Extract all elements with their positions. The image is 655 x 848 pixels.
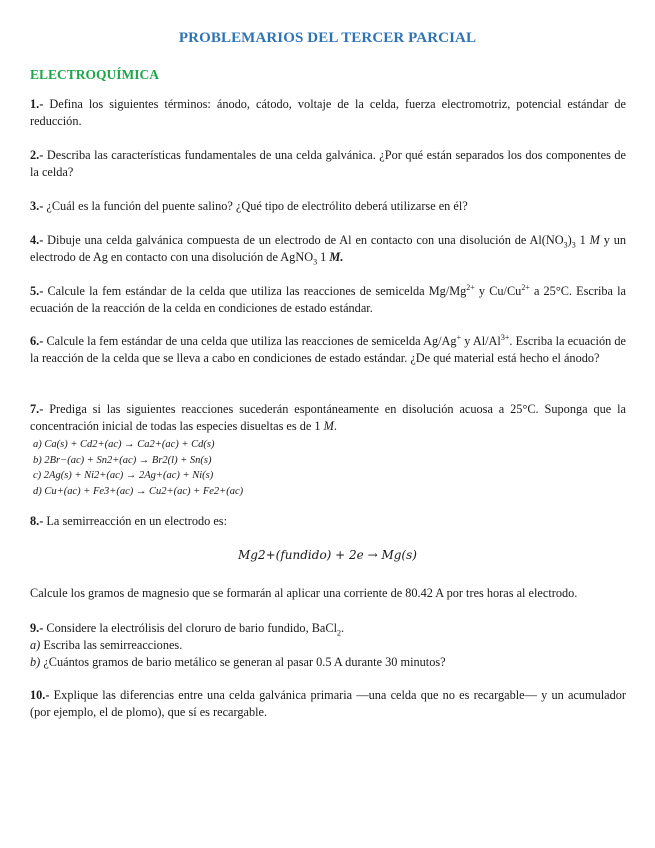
- question-text: ¿Cuál es la función del puente salino? ¿Qué tipo de electrólito deberá utilizarse en él?: [43, 199, 468, 213]
- reaction-a: a) Ca(s) + Cd2+(ac) → Ca2+(ac) + Cd(s): [33, 439, 215, 450]
- question-text: a 25°C. Escriba la ecuación de la reacción de la celda en condiciones de estado estándar.: [30, 284, 626, 315]
- question-2: [30, 147, 626, 181]
- reaction-b: b) 2Br−(ac) + Sn2+(ac) → Br2(l) + Sn(s): [33, 454, 212, 466]
- superscript: 2+: [521, 282, 530, 292]
- question-number: 6.-: [30, 334, 44, 348]
- question-text: .: [341, 621, 345, 635]
- item-label: b): [30, 655, 41, 669]
- question-text: Prediga si las siguientes reacciones sucederán espontáneamente en disolución acuosa a 25°C. Suponga que la concentración inicial de todas las especies disueltas es de 1: [30, 402, 626, 433]
- question-8: [30, 513, 626, 530]
- reaction-d: d) Cu+(ac) + Fe3+(ac) → Cu2+(ac) + Fe2+(ac): [33, 485, 244, 497]
- question-text: y Cu/Cu: [474, 284, 522, 298]
- page-title: PROBLEMARIOS DEL TERCER PARCIAL: [178, 30, 477, 46]
- subscript: 2: [337, 628, 342, 638]
- question-number: 8.-: [30, 514, 44, 528]
- question-text: 1: [317, 250, 330, 264]
- subscript: 3: [563, 240, 568, 250]
- question-5: [30, 283, 626, 317]
- question-number: 9.-: [30, 621, 44, 635]
- question-8-calc: Calcule los gramos de magnesio que se formarán al aplicar una corriente de 80.42 A por tres horas al electrodo.: [30, 586, 578, 600]
- question-text: Defina los siguientes términos: ánodo, cátodo, voltaje de la celda, fuerza electromotriz, potencial estándar de reducción.: [30, 97, 626, 128]
- subscript: 3: [313, 257, 318, 267]
- molarity-unit: M.: [329, 250, 344, 264]
- question-text: Describa las características fundamentales de una celda galvánica. ¿Por qué están separados los dos componentes de la celda?: [30, 148, 626, 179]
- question-text: Calcule la fem estándar de la celda que utiliza las reacciones de semicelda Mg/Mg: [43, 284, 467, 298]
- question-1: [30, 96, 626, 130]
- molarity-unit: M: [323, 419, 334, 433]
- reaction-list: [33, 437, 243, 499]
- question-text: ): [567, 233, 572, 247]
- question-text: y un electrodo de Ag en contacto con una disolución de AgNO: [30, 233, 627, 264]
- question-7: [30, 401, 626, 435]
- superscript: +: [456, 332, 462, 342]
- question-number: 10.-: [30, 688, 50, 702]
- question-4: [30, 232, 626, 266]
- question-number: 4.-: [30, 233, 44, 247]
- question-text: Calcule la fem estándar de una celda que utiliza las reacciones de semicelda Ag/Ag: [43, 334, 457, 348]
- question-number: 7.-: [30, 402, 44, 416]
- item-label: a): [30, 638, 41, 652]
- question-text: 1: [575, 233, 590, 247]
- question-9: [30, 620, 626, 671]
- item-text: ¿Cuántos gramos de bario metálico se generan al pasar 0.5 A durante 30 minutos?: [40, 655, 446, 669]
- question-number: 2.-: [30, 148, 44, 162]
- half-reaction-equation: Mg2+(fundido) + 2e → Mg(s): [238, 548, 417, 562]
- question-text: Dibuje una celda galvánica compuesta de un electrodo de Al en contacto con una disolución de Al(NO: [43, 233, 564, 247]
- question-text: Explique las diferencias entre una celda galvánica primaria —una celda que no es recargable— y un acumulador (por ejemplo, el de plomo), que sí es recargable.: [30, 688, 626, 719]
- question-number: 1.-: [30, 97, 44, 111]
- question-6: [30, 333, 626, 367]
- question-text: y Al/Al: [461, 334, 501, 348]
- question-number: 5.-: [30, 284, 44, 298]
- question-10: [30, 687, 626, 721]
- question-text: La semirreacción en un electrodo es:: [43, 514, 228, 528]
- reaction-c: c) 2Ag(s) + Ni2+(ac) → 2Ag+(ac) + Ni(s): [33, 470, 214, 481]
- question-text: Considere la electrólisis del cloruro de bario fundido, BaCl: [43, 621, 338, 635]
- question-text: .: [333, 419, 337, 433]
- question-number: 3.-: [30, 199, 44, 213]
- subscript: 3: [571, 240, 576, 250]
- superscript: 3+: [500, 332, 510, 342]
- question-text: . Escriba la ecuación de la reacción de la celda que se lleva a cabo en condiciones de estado estándar. ¿De qué material está hecho el ánodo?: [30, 334, 627, 365]
- item-text: Escriba las semirreacciones.: [40, 638, 183, 652]
- superscript: 2+: [466, 282, 475, 292]
- molarity-unit: M: [589, 233, 600, 247]
- section-heading: ELECTROQUÍMICA: [30, 67, 160, 82]
- question-3: [30, 198, 626, 215]
